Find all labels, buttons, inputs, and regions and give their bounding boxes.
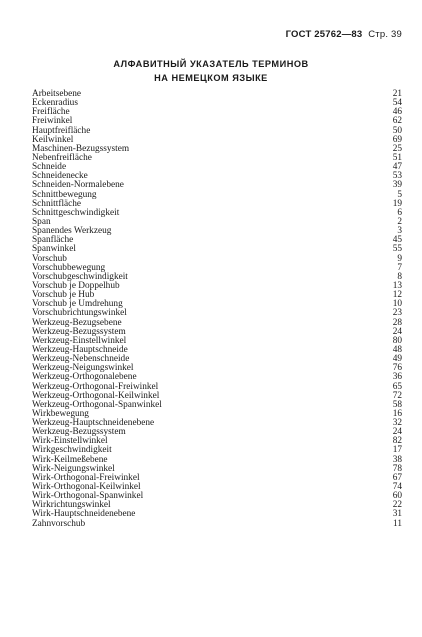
index-term: Vorschubrichtungswinkel: [32, 308, 127, 319]
index-term: Freiwinkel: [32, 116, 73, 127]
index-entry: [32, 90, 402, 99]
index-term-number: 50: [392, 125, 402, 136]
index-entry: [32, 191, 402, 200]
index-term: Wirk-Neigungswinkel: [32, 463, 115, 474]
index-term-number: 72: [392, 390, 402, 401]
index-entry: [32, 154, 402, 163]
index-term-number: 49: [392, 354, 402, 365]
index-term: Schnittfläche: [32, 198, 82, 209]
index-term: Schneidenecke: [32, 171, 88, 182]
index-term: Vorschub je Doppelhub: [32, 280, 120, 291]
index-term: Span: [32, 216, 51, 227]
index-term: Wirkbewegung: [32, 408, 89, 419]
index-term-number: 3: [397, 226, 402, 237]
index-term-number: 62: [392, 116, 402, 127]
index-term: Schneiden-Normalebene: [32, 180, 124, 191]
index-term-number: 36: [392, 372, 402, 383]
index-term-number: 2: [397, 216, 402, 227]
index-term-number: 45: [392, 235, 402, 246]
index-term-number: 28: [392, 317, 402, 328]
index-term: Vorschub je Hub: [32, 290, 95, 301]
index-term-number: 46: [392, 107, 402, 118]
index-term-number: 12: [392, 290, 402, 301]
index-term-number: 60: [392, 491, 402, 502]
index-term: Eckenradius: [32, 98, 78, 109]
index-term-number: 82: [392, 436, 402, 447]
index-term: Vorschubgeschwindigkeit: [32, 271, 128, 282]
index-term-number: 19: [392, 198, 402, 209]
index-term-number: 31: [392, 509, 402, 520]
running-header: [286, 29, 402, 40]
index-term-number: 54: [392, 98, 402, 109]
index-term: Maschinen-Bezugssystem: [32, 143, 130, 154]
index-entry: [32, 520, 402, 529]
index-term-number: 47: [392, 162, 402, 173]
index-term: Werkzeug-Orthogonal-Spanwinkel: [32, 399, 162, 410]
index-term-number: 53: [392, 171, 402, 182]
index-title: [0, 58, 422, 85]
page-number: Стр. 39: [368, 29, 402, 40]
index-term: Wirk-Orthogonal-Spanwinkel: [32, 491, 144, 502]
index-term: Schneide: [32, 162, 67, 173]
index-entry: [32, 99, 402, 108]
index-term: Werkzeug-Hauptschneidenebene: [32, 418, 155, 429]
index-term-number: 24: [392, 427, 402, 438]
index-term: Arbeitsebene: [32, 89, 82, 99]
index-term: Schnittgeschwindigkeit: [32, 207, 120, 218]
index-term: Werkzeug-Nebenschneide: [32, 354, 130, 365]
index-term-number: 80: [392, 335, 402, 346]
index-term: Freifläche: [32, 107, 70, 118]
index-term-number: 58: [392, 399, 402, 410]
index-term: Wirkgeschwindigkeit: [32, 445, 112, 456]
index-term-number: 6: [397, 207, 402, 218]
index-term-number: 10: [392, 299, 402, 310]
index-term: Vorschub: [32, 253, 67, 264]
index-term-number: 55: [392, 244, 402, 255]
index-term: Wirk-Orthogonal-Freiwinkel: [32, 472, 140, 483]
index-term-number: 22: [392, 500, 402, 511]
index-term-number: 74: [392, 482, 402, 493]
index-term-number: 25: [392, 143, 402, 154]
standard-designation: ГОСТ 25762—83: [285, 29, 363, 40]
index-term-number: 16: [392, 408, 402, 419]
index-term: Schnittbewegung: [32, 189, 97, 200]
index-term-number: 38: [392, 454, 402, 465]
index-term: Werkzeug-Orthogonalebene: [32, 372, 137, 383]
index-term-number: 69: [392, 134, 402, 145]
index-term-number: 39: [392, 180, 402, 191]
index-entry: [32, 209, 402, 218]
index-term: Spanwinkel: [32, 244, 76, 255]
index-term: Werkzeug-Neigungswinkel: [32, 363, 134, 374]
term-index-list: [32, 90, 402, 529]
index-term: Keilwinkel: [32, 134, 74, 145]
index-entry: [32, 127, 402, 136]
index-term: Wirk-Orthogonal-Keilwinkel: [32, 482, 141, 493]
index-term: Werkzeug-Bezugsebene: [32, 317, 122, 328]
index-entry: [32, 227, 402, 236]
index-term: Vorschubbewegung: [32, 262, 106, 273]
index-term: Wirkrichtungswinkel: [32, 500, 111, 511]
index-term-number: 17: [392, 445, 402, 456]
index-term: Werkzeug-Bezugssystem: [32, 326, 126, 337]
index-term: Werkzeug-Einstellwinkel: [32, 335, 127, 346]
title-line-2: НА НЕМЕЦКОМ ЯЗЫКЕ: [154, 72, 268, 83]
index-term: Hauptfreifläche: [32, 125, 91, 136]
index-term: Werkzeug-Orthogonal-Keilwinkel: [32, 390, 160, 401]
index-term-number: 9: [397, 253, 402, 264]
index-term: Werkzeug-Orthogonal-Freiwinkel: [32, 381, 159, 392]
index-term-number: 7: [397, 262, 402, 273]
index-term: Wirk-Hauptschneidenebene: [32, 509, 136, 520]
index-term-number: 32: [392, 418, 402, 429]
index-term: Spanendes Werkzeug: [32, 226, 112, 237]
index-term-number: 13: [392, 280, 402, 291]
index-term-number: 76: [392, 363, 402, 374]
index-term-number: 24: [392, 326, 402, 337]
index-entry: [32, 108, 402, 117]
index-term: Vorschub je Umdrehung: [32, 299, 123, 310]
title-line-1: АЛФАВИТНЫЙ УКАЗАТЕЛЬ ТЕРМИНОВ: [113, 59, 309, 69]
index-term-number: 11: [393, 518, 402, 529]
index-term: Wirk-Einstellwinkel: [32, 436, 108, 447]
index-term-number: 78: [392, 463, 402, 474]
index-term: Werkzeug-Bezugssystem: [32, 427, 126, 438]
index-entry: [32, 236, 402, 245]
index-term: Werkzeug-Hauptschneide: [32, 344, 128, 355]
index-term-number: 5: [397, 189, 402, 200]
index-term-number: 48: [392, 344, 402, 355]
index-term-number: 23: [392, 308, 402, 319]
index-entry: [32, 510, 402, 519]
index-term-number: 67: [392, 472, 402, 483]
index-entry: [32, 245, 402, 254]
index-term: Zahnvorschub: [32, 518, 86, 529]
index-term-number: 65: [392, 381, 402, 392]
index-term: Nebenfreifläche: [32, 152, 92, 163]
index-term-number: 21: [392, 89, 402, 99]
index-term: Wirk-Keilmeßebene: [32, 454, 108, 465]
index-term: Spanfläche: [32, 235, 74, 246]
index-term-number: 8: [397, 271, 402, 282]
index-term-number: 51: [392, 152, 402, 163]
